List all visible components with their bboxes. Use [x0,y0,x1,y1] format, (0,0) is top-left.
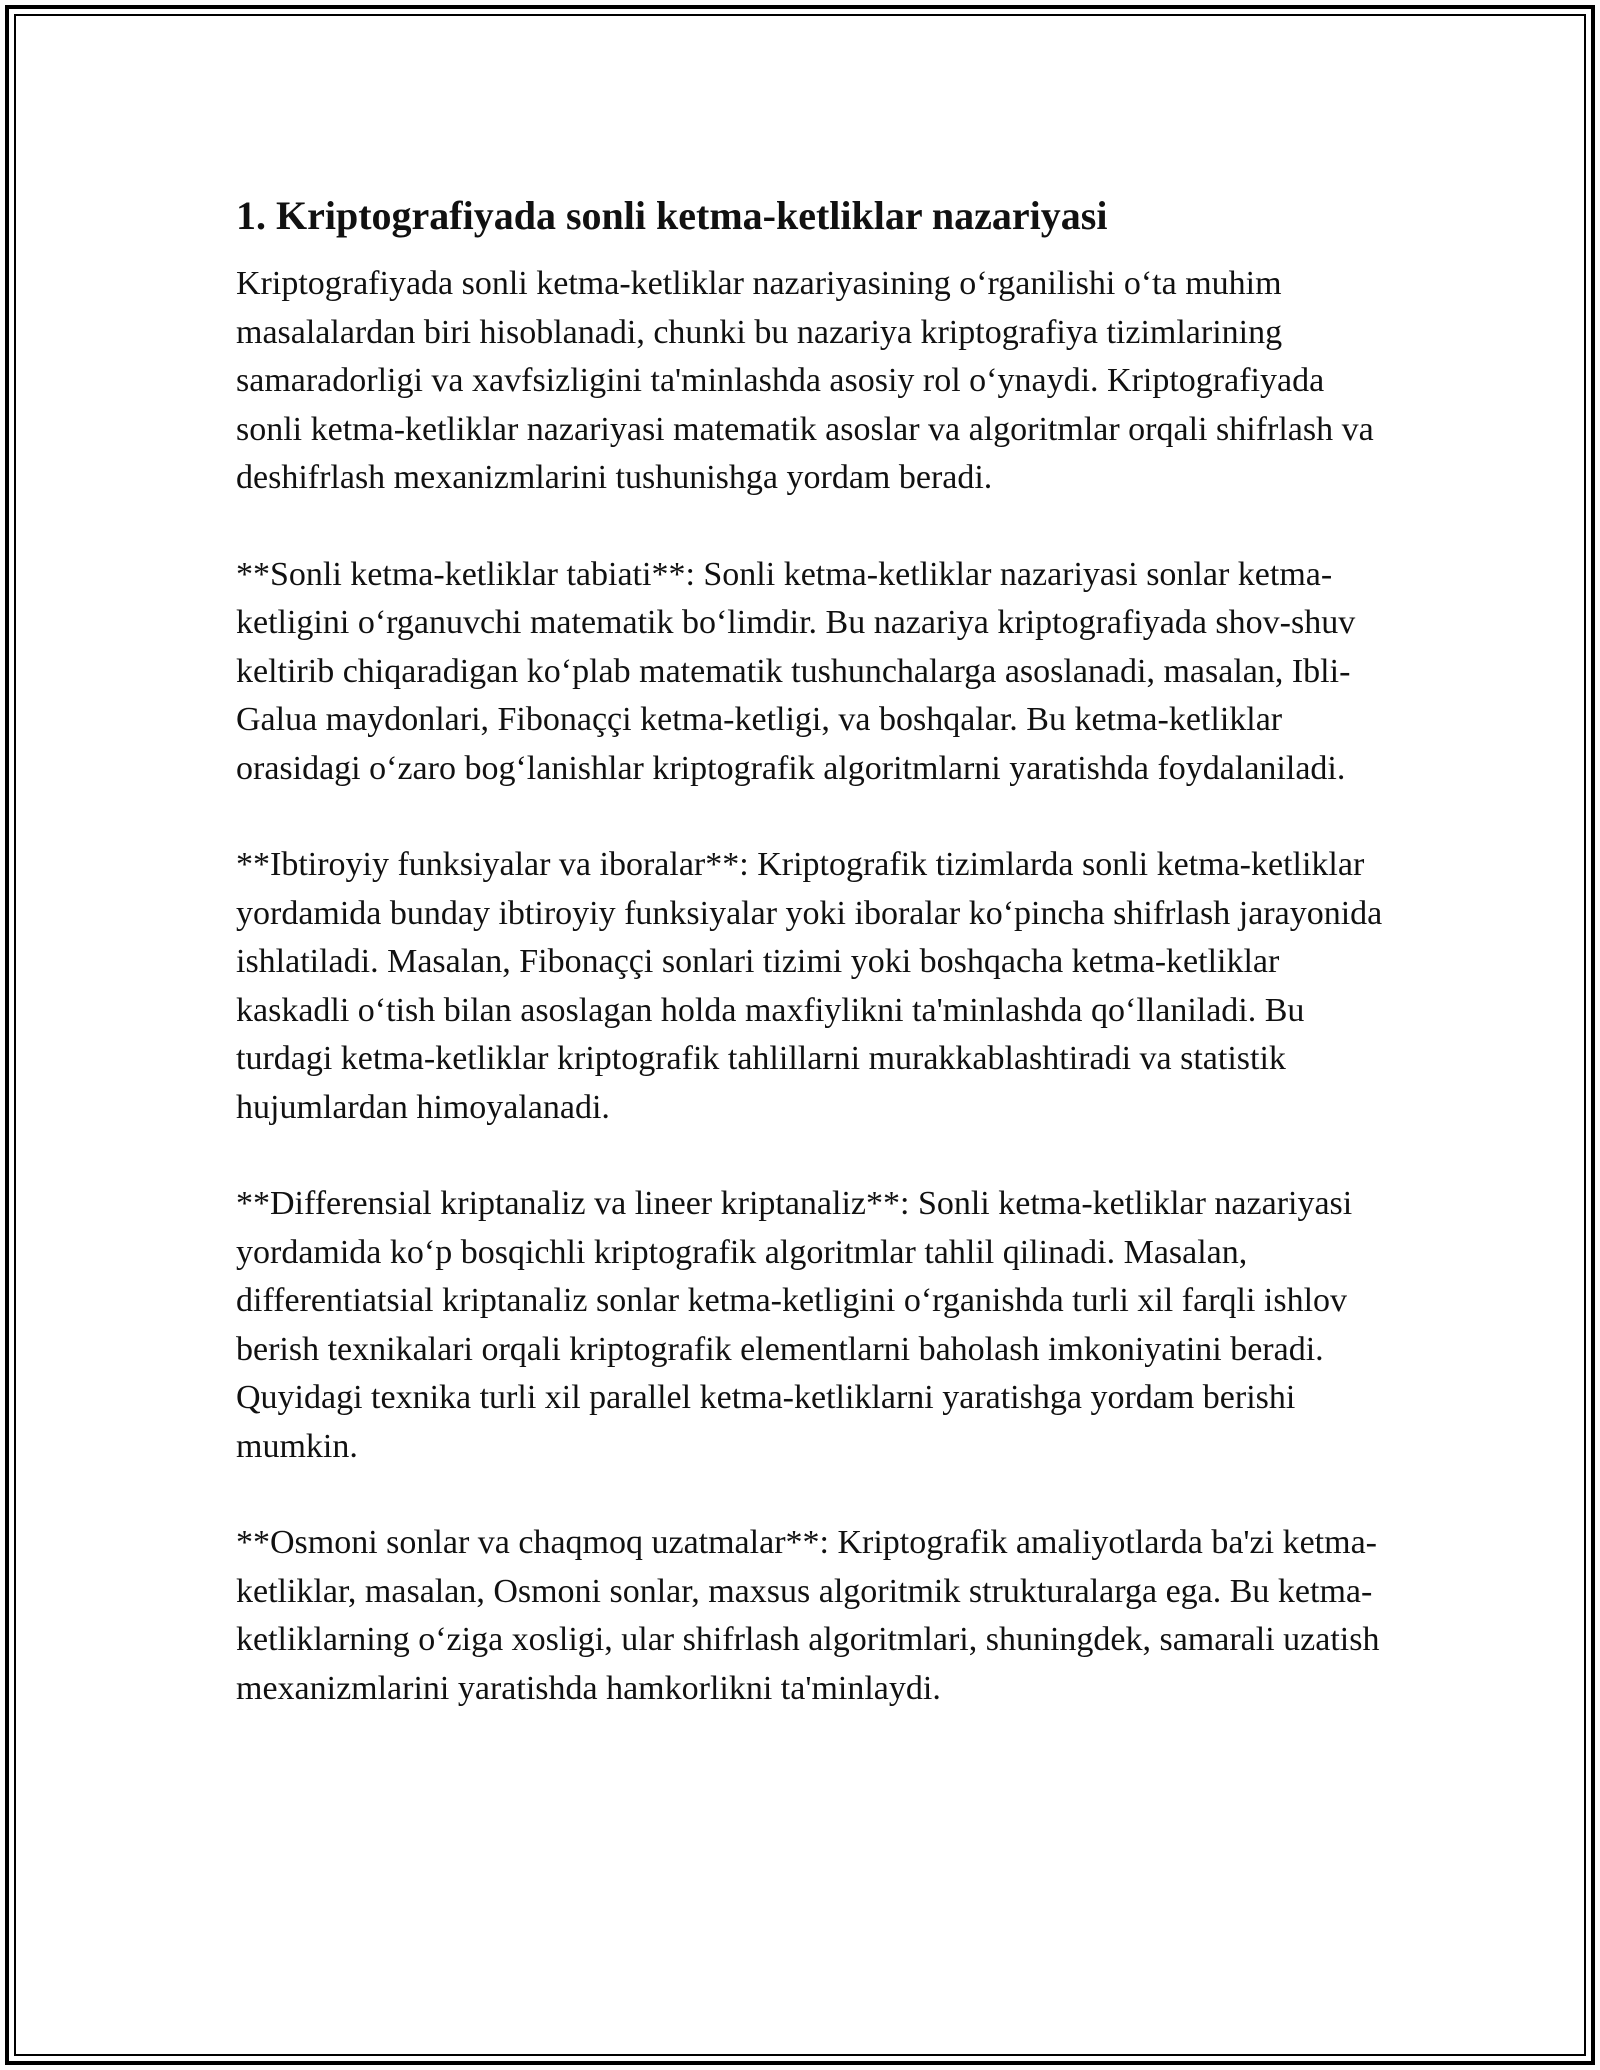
paragraph-osmoni-numbers: **Osmoni sonlar va chaqmoq uzatmalar**: Kriptografik amaliyotlarda ba'zi ketma-ketliklar, masalan, Osmoni sonlar, maxsus algoritmik strukturalarga ega. Bu ketma-ketliklarning o‘ziga xosligi, ular shifrlash algoritmlari, shuningdek, samarali uzatish mexanizmlarini yaratishda hamkorlikni ta'minlaydi. [236,1524,1380,1707]
document-heading: 1. Kriptografiyada sonli ketma-ketliklar nazariyasi [236,193,1108,238]
paragraph-intro: Kriptografiyada sonli ketma-ketliklar nazariyasining o‘rganilishi o‘ta muhim masalalardan biri hisoblanadi, chunki bu nazariya kriptografiya tizimlarining samaradorligi va xavfsizligini ta'minlashda asosiy rol o‘ynaydi. Kriptografiyada sonli ketma-ketliklar nazariyasi matematik asoslar va algoritmlar orqali shifrlash va deshifrlash mexanizmlarini tushunishga yordam beradi. [236,265,1374,496]
paragraph-cryptanalysis: **Differensial kriptanaliz va lineer kriptanaliz**: Sonli ketma-ketliklar nazariyasi yordamida ko‘p bosqichli kriptografik algoritmlar tahlil qilinadi. Masalan, differentiatsial kriptanaliz sonlar ketma-ketligini o‘rganishda turli xil farqli ishlov berish texnikalari orqali kriptografik elementlarni baholash imkoniyatini beradi. Quyidagi texnika turli xil parallel ketma-ketliklarni yaratishga yordam berishi mumkin. [236,1185,1353,1465]
paragraph-sequences-nature: **Sonli ketma-ketliklar tabiati**: Sonli ketma-ketliklar nazariyasi sonlar ketma-ketligini o‘rganuvchi matematik bo‘limdir. Bu nazariya kriptografiyada shov-shuv keltirib chiqaradigan ko‘plab matematik tushunchalarga asoslanadi, masalan, Ibli-Galua maydonlari, Fibonaççi ketma-ketligi, va boshqalar. Bu ketma-ketliklar orasidagi o‘zaro bog‘lanishlar kriptografik algoritmlarni yaratishda foydalaniladi. [236,555,1356,787]
paragraph-functions: **Ibtiroyiy funksiyalar va iboralar**: Kriptografik tizimlarda sonli ketma-ketliklar yordamida bunday ibtiroyiy funksiyalar yoki iboralar ko‘pincha shifrlash jarayonida ishlatiladi. Masalan, Fibonaççi sonlari tizimi yoki boshqacha ketma-ketliklar kaskadli o‘tish bilan asoslagan holda maxfiylikni ta'minlashda qo‘llaniladi. Bu turdagi ketma-ketliklar kriptografik tahlillarni murakkablashtiradi va statistik hujumlardan himoyalanadi. [236,846,1383,1126]
document-body [236,186,1386,1761]
